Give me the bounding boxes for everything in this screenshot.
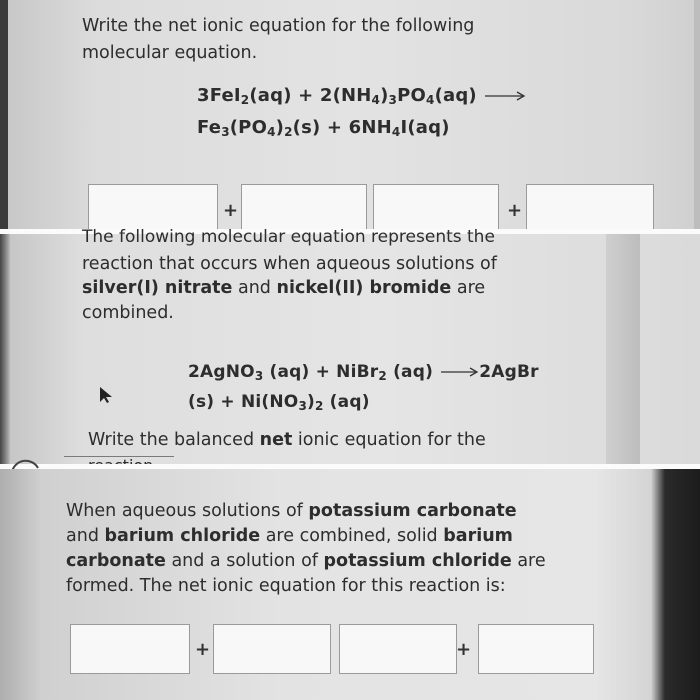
question-panel-2 <box>0 227 700 464</box>
q2-text-line2: reaction that occurs when aqueous solutions of <box>82 254 497 274</box>
q3-text-line4: formed. The net ionic equation for this reaction is: <box>66 576 506 596</box>
answer-input-edge[interactable] <box>64 456 174 457</box>
q3-text-line3: carbonate and a solution of potassium chloride are <box>66 551 546 571</box>
q1-equation-line1: $3FeI_2(aq) + 2(NH_4)_3PO_4(aq)$ <box>197 82 527 110</box>
answer-input-4[interactable] <box>478 624 594 674</box>
q2-text-line4: combined. <box>82 303 174 323</box>
q1-prompt-line2: molecular equation. <box>82 43 258 63</box>
answer-input-2[interactable] <box>213 624 331 674</box>
q2-cut-line: The following molecular equation represents the <box>82 227 495 247</box>
mouse-cursor-icon <box>98 386 114 404</box>
answer-input-1[interactable] <box>70 624 190 674</box>
question-panel-1 <box>0 0 700 229</box>
plus-sign: + <box>195 639 211 660</box>
reaction-arrow-icon <box>483 90 527 102</box>
q3-text-line2: and barium chloride are combined, solid barium <box>66 526 513 546</box>
panel-edge-right <box>694 0 700 229</box>
q2-equation-line1: 2AgNO$_3$ (aq) + NiBr$_2$ (aq) 2AgBr <box>188 362 539 383</box>
reaction-arrow-icon <box>439 366 479 378</box>
q2-equation-line2: $(s) + Ni(NO_3)_2$ (aq) <box>188 392 370 413</box>
q2-instruction: Write the balanced net ionic equation for the <box>88 430 486 450</box>
plus-sign: + <box>507 200 523 221</box>
q1-equation-line2: $Fe_3(PO_4)_2(s) + 6NH_4I(aq)$ <box>197 117 450 139</box>
panel-edge <box>0 234 10 464</box>
panel-shadow <box>606 234 640 464</box>
q2-text-line3: silver(I) nitrate and nickel(II) bromide are <box>82 278 486 298</box>
q1-prompt-line1: Write the net ionic equation for the following <box>82 16 475 36</box>
q3-text-line1: When aqueous solutions of potassium carbonate <box>66 501 517 521</box>
panel-edge <box>0 0 8 229</box>
plus-sign: + <box>456 639 472 660</box>
question-panel-3 <box>0 469 700 700</box>
answer-input-3[interactable] <box>339 624 457 674</box>
plus-sign: + <box>223 200 239 221</box>
